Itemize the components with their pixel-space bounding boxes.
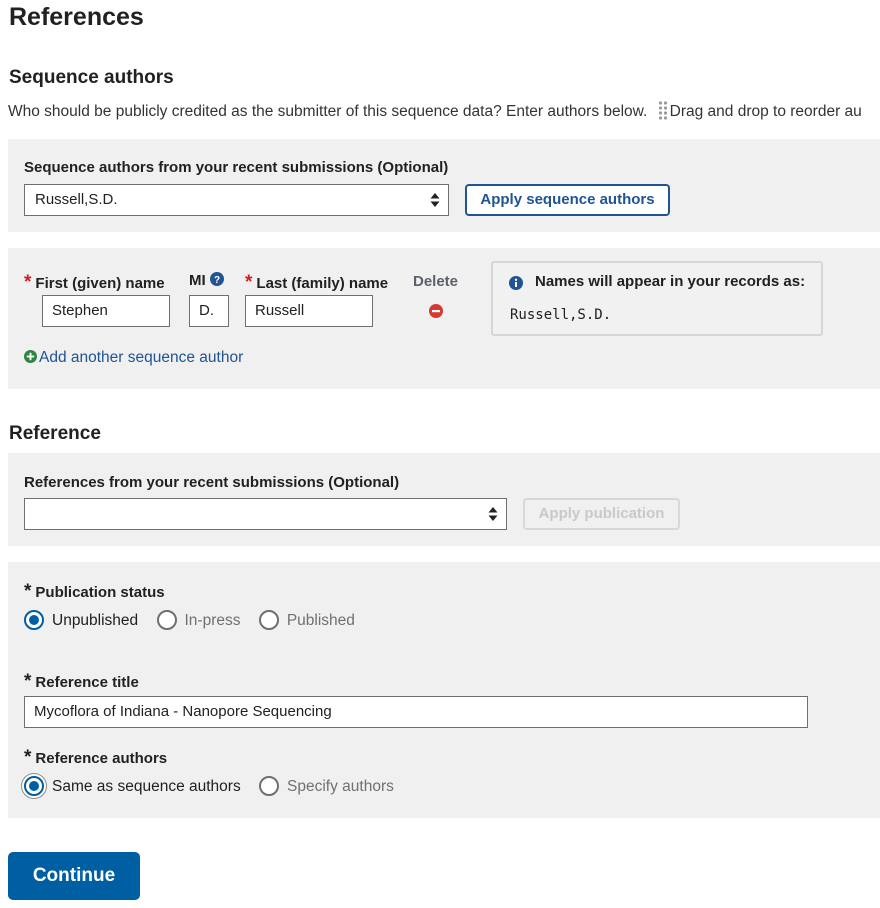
publication-status-group bbox=[24, 610, 369, 630]
authors-option-label: Specify authors bbox=[287, 778, 394, 795]
apply-publication-button[interactable]: Apply publication bbox=[523, 498, 680, 530]
required-icon: * bbox=[24, 581, 32, 602]
info-icon bbox=[509, 276, 523, 290]
reference-title-input[interactable]: Mycoflora of Indiana - Nanopore Sequencing bbox=[24, 696, 808, 728]
required-icon: * bbox=[24, 272, 32, 293]
recent-references-panel bbox=[8, 453, 880, 546]
status-inpress-option[interactable] bbox=[157, 610, 241, 630]
intro-text: Who should be publicly credited as the submitter of this sequence data? Enter authors below. bbox=[8, 103, 648, 120]
authors-specify-option[interactable] bbox=[259, 776, 394, 796]
page-title: References bbox=[9, 3, 144, 31]
authors-option-label: Same as sequence authors bbox=[52, 778, 241, 795]
drag-hint: Drag and drop to reorder au bbox=[669, 103, 862, 120]
drag-handle-icon bbox=[658, 100, 668, 122]
recent-authors-select[interactable] bbox=[24, 184, 449, 216]
delete-label: Delete bbox=[413, 273, 459, 290]
recent-authors-panel bbox=[8, 139, 880, 232]
last-name-input[interactable]: Russell bbox=[245, 295, 373, 327]
reference-heading: Reference bbox=[9, 423, 101, 444]
radio-unchecked-icon[interactable] bbox=[157, 610, 177, 630]
author-entry-panel bbox=[8, 248, 880, 389]
radio-checked-icon[interactable] bbox=[24, 776, 44, 796]
reference-authors-group bbox=[24, 776, 408, 796]
reference-title-label bbox=[24, 671, 139, 693]
name-preview-value: Russell,S.D. bbox=[510, 307, 612, 323]
first-name-label bbox=[24, 272, 165, 294]
help-icon[interactable] bbox=[210, 272, 224, 286]
recent-references-label: References from your recent submissions (Optional) bbox=[24, 474, 400, 491]
status-unpublished-option[interactable] bbox=[24, 610, 138, 630]
status-option-label: In-press bbox=[184, 612, 241, 629]
select-arrows-icon bbox=[430, 192, 440, 208]
sequence-authors-heading: Sequence authors bbox=[9, 67, 174, 88]
publication-status-label-text: Publication status bbox=[35, 584, 165, 601]
reference-authors-label-text: Reference authors bbox=[35, 750, 168, 767]
authors-same-option[interactable] bbox=[24, 776, 241, 796]
first-name-label-text: First (given) name bbox=[35, 275, 165, 292]
status-option-label: Published bbox=[286, 612, 355, 629]
select-arrows-icon bbox=[488, 506, 498, 522]
reference-authors-label bbox=[24, 747, 167, 769]
publication-status-label bbox=[24, 581, 165, 603]
apply-sequence-authors-button[interactable]: Apply sequence authors bbox=[465, 184, 670, 216]
add-author-link-text: Add another sequence author bbox=[39, 349, 244, 366]
svg-text:?: ? bbox=[213, 275, 220, 286]
reference-title-label-text: Reference title bbox=[35, 674, 139, 691]
add-author-link[interactable] bbox=[24, 349, 243, 367]
name-preview-box bbox=[491, 261, 823, 336]
radio-checked-icon[interactable] bbox=[24, 610, 44, 630]
first-name-input[interactable]: Stephen bbox=[42, 295, 170, 327]
continue-button[interactable]: Continue bbox=[8, 852, 140, 900]
recent-authors-selected: Russell,S.D. bbox=[35, 191, 118, 208]
mi-input[interactable]: D. bbox=[189, 295, 229, 327]
required-icon: * bbox=[24, 747, 32, 768]
last-name-label bbox=[245, 272, 388, 294]
reference-details-panel bbox=[8, 562, 880, 818]
required-icon: * bbox=[24, 671, 32, 692]
mi-label-text: MI bbox=[189, 272, 206, 289]
status-option-label: Unpublished bbox=[52, 612, 139, 629]
sequence-authors-intro bbox=[8, 100, 862, 122]
name-preview-title: Names will appear in your records as: bbox=[535, 273, 806, 290]
radio-unchecked-icon[interactable] bbox=[259, 610, 279, 630]
mi-label bbox=[189, 272, 224, 289]
radio-unchecked-icon[interactable] bbox=[259, 776, 279, 796]
required-icon: * bbox=[245, 272, 253, 293]
delete-author-icon[interactable] bbox=[429, 304, 443, 318]
status-published-option[interactable] bbox=[259, 610, 355, 630]
last-name-label-text: Last (family) name bbox=[256, 275, 389, 292]
recent-references-select[interactable] bbox=[24, 498, 507, 530]
recent-authors-label: Sequence authors from your recent submissions (Optional) bbox=[24, 159, 449, 176]
add-icon bbox=[24, 350, 37, 363]
